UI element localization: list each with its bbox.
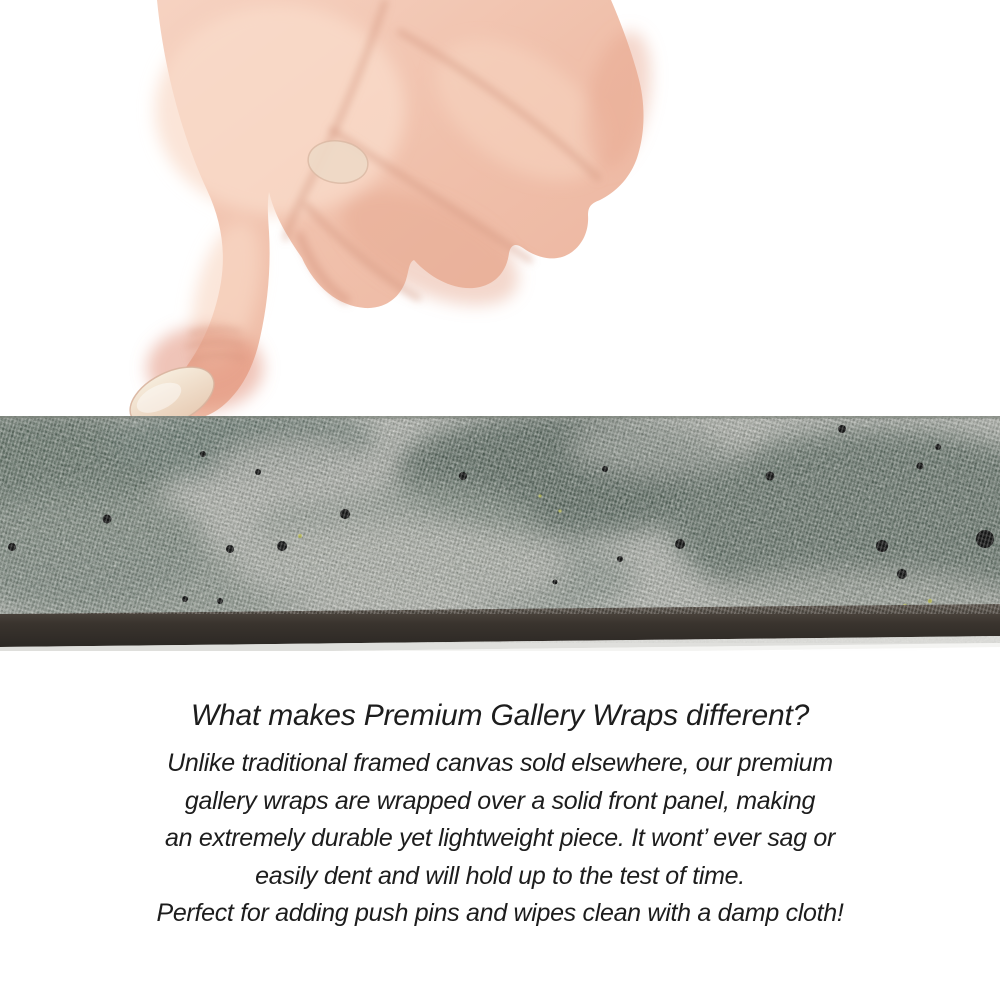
caption-line: Perfect for adding push pins and wipes clean with a damp cloth! — [156, 899, 844, 927]
caption-line: gallery wraps are wrapped over a solid front panel, making — [184, 786, 816, 815]
caption-line: an extremely durable yet lightweight piece. It wont’ ever sag or — [164, 824, 836, 852]
caption-body — [0, 745, 1000, 933]
caption-line: Unlike traditional framed canvas sold elsewhere, our premium — [167, 749, 833, 777]
caption-heading: What makes Premium Gallery Wraps different? — [190, 699, 810, 732]
caption-block — [0, 698, 1000, 933]
canvas-wrap-edge-photo — [0, 416, 1000, 651]
hand-thumb-press-photo — [0, 0, 1000, 430]
caption-line: easily dent and will hold up to the test of time. — [255, 861, 745, 890]
